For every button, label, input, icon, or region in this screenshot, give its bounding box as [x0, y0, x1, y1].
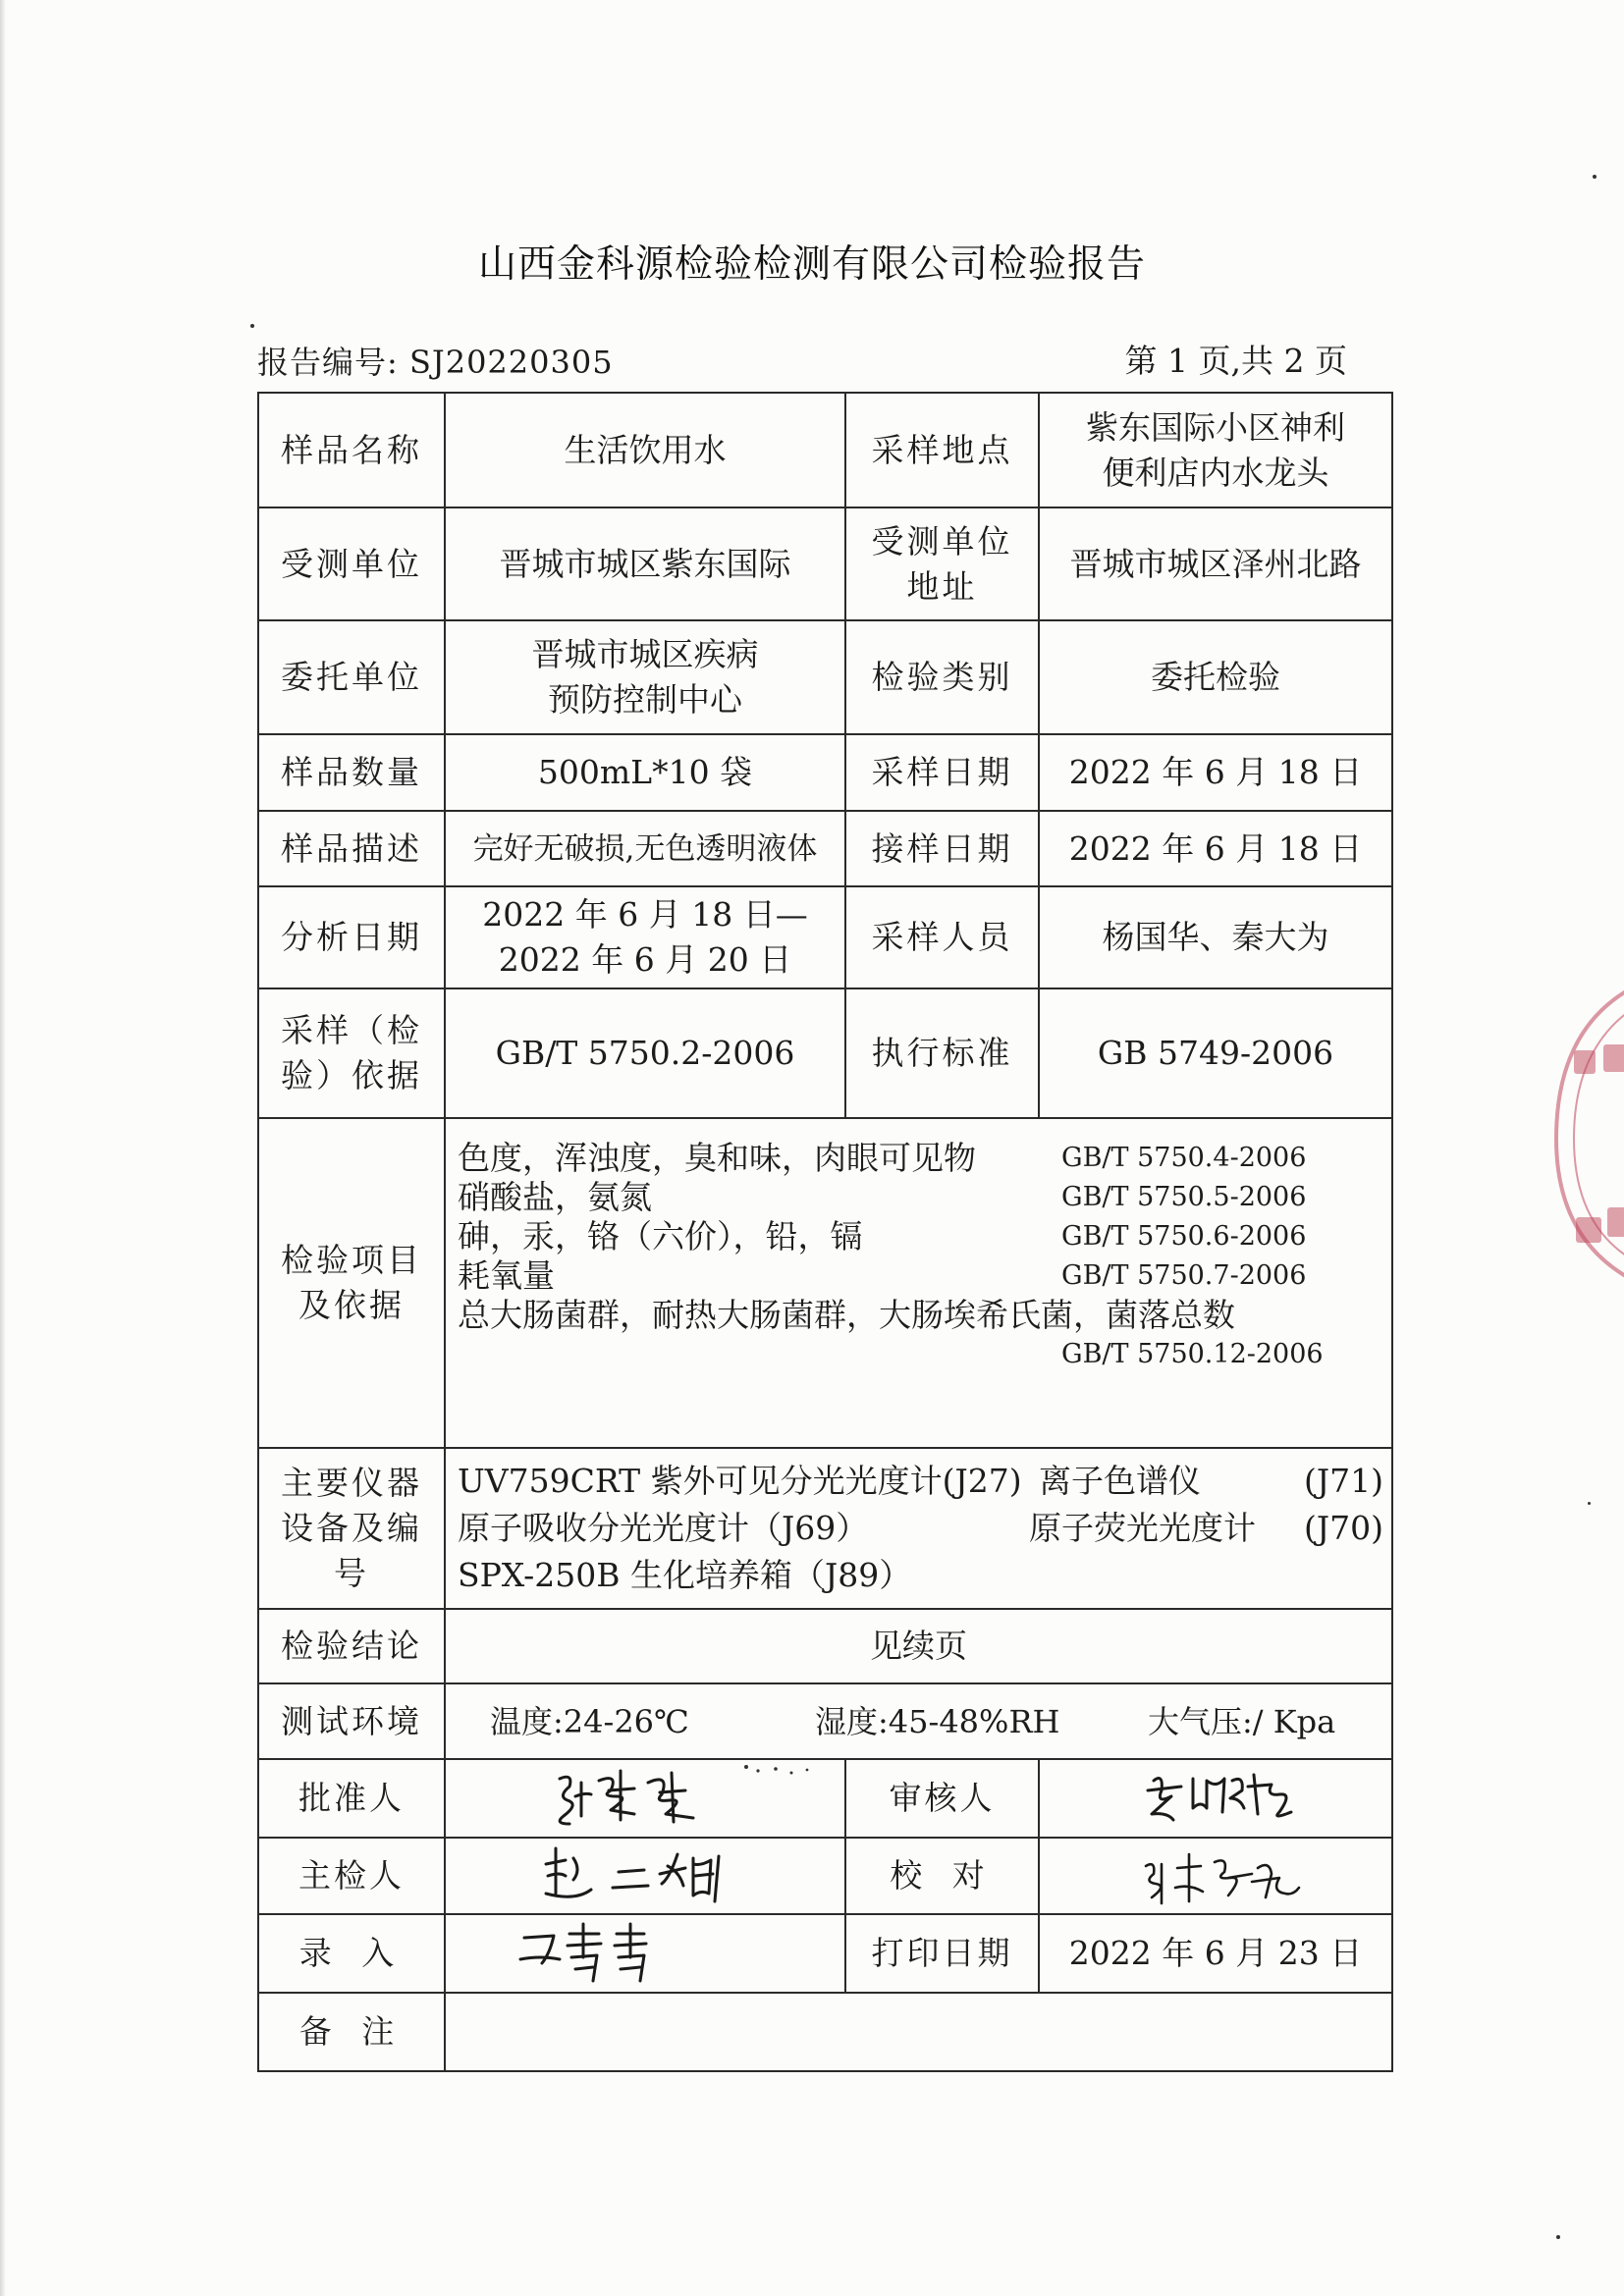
label-print-date: 打印日期 — [845, 1914, 1039, 1993]
test-item — [458, 1335, 1380, 1374]
test-item — [458, 1178, 1380, 1217]
label-remarks: 备 注 — [258, 1993, 445, 2071]
equipment-atomic-fluorescence-code: (J70) — [1304, 1509, 1383, 1547]
test-items-list — [445, 1118, 1392, 1448]
label-equipment — [258, 1448, 445, 1609]
entry-signature — [452, 1916, 839, 1991]
inspector-signature-scribble — [452, 1839, 844, 1913]
row-client — [258, 620, 1392, 734]
equipment-incubator: SPX-250B 生化培养箱（J89） — [458, 1556, 912, 1594]
value-remarks — [445, 1993, 1392, 2071]
label-sampling-location: 采样地点 — [845, 393, 1039, 507]
test-item — [458, 1296, 1380, 1335]
value-client-line2: 预防控制中心 — [548, 680, 742, 719]
label-basis-line2: 验）依据 — [281, 1056, 422, 1095]
environment-temperature: 温度:24-26℃ — [490, 1702, 689, 1740]
equipment-atomic-absorption: 原子吸收分光光度计（J69） — [458, 1509, 869, 1547]
label-analysis-date: 分析日期 — [258, 886, 445, 988]
test-item — [458, 1139, 1380, 1178]
test-item-name: 硝酸盐，氨氮 — [458, 1178, 652, 1216]
scan-speck — [1593, 175, 1597, 179]
reviewer-signature-cell — [1039, 1759, 1392, 1838]
report-number: 报告编号: SJ20220305 — [257, 344, 614, 381]
label-test-category: 检验类别 — [845, 620, 1039, 734]
value-analysis-date-line1: 2022 年 6 月 18 日— — [482, 895, 808, 934]
value-print-date: 2022 年 6 月 23 日 — [1039, 1914, 1392, 1993]
row-inspector — [258, 1838, 1392, 1914]
report-form-table — [257, 392, 1393, 2072]
row-test-items — [258, 1118, 1392, 1448]
row-entry — [258, 1914, 1392, 1993]
equipment-list — [445, 1448, 1392, 1609]
label-basis — [258, 988, 445, 1118]
entry-signature-cell — [445, 1914, 845, 1993]
value-standard: GB 5749-2006 — [1039, 988, 1392, 1118]
test-item-standard: GB/T 5750.5-2006 — [1061, 1182, 1307, 1212]
equipment-line-2 — [458, 1505, 1383, 1552]
row-analysis-date — [258, 886, 1392, 988]
test-item — [458, 1256, 1380, 1296]
row-sample-quantity — [258, 734, 1392, 811]
value-environment — [445, 1683, 1392, 1759]
label-inspector: 主检人 — [258, 1838, 445, 1914]
value-analysis-date — [445, 886, 845, 988]
row-remarks — [258, 1993, 1392, 2071]
inspector-signature — [452, 1839, 839, 1913]
test-item-standard: GB/T 5750.7-2006 — [1061, 1260, 1307, 1291]
value-sample-quantity: 500mL*10 袋 — [445, 734, 845, 811]
label-sample-quantity: 样品数量 — [258, 734, 445, 811]
test-item-standard: GB/T 5750.6-2006 — [1061, 1221, 1307, 1252]
label-conclusion: 检验结论 — [258, 1609, 445, 1683]
approver-signature-scribble — [452, 1761, 844, 1836]
row-sample-description — [258, 811, 1392, 886]
scan-speck — [1556, 2235, 1560, 2239]
label-test-items — [258, 1118, 445, 1448]
label-equipment-line1: 主要仪器 — [281, 1464, 422, 1502]
label-approver: 批准人 — [258, 1759, 445, 1838]
test-item-name: 砷，汞，铬（六价），铅，镉 — [458, 1217, 863, 1255]
value-client — [445, 620, 845, 734]
value-basis: GB/T 5750.2-2006 — [445, 988, 845, 1118]
test-item-name: 色度，浑浊度，臭和味，肉眼可见物 — [458, 1139, 976, 1177]
value-analysis-date-line2: 2022 年 6 月 20 日 — [498, 940, 792, 979]
value-conclusion: 见续页 — [445, 1609, 1392, 1683]
test-item-name: 耗氧量 — [458, 1256, 555, 1295]
label-test-items-line1: 检验项目 — [281, 1241, 422, 1279]
value-client-line1: 晋城市城区疾病 — [531, 635, 759, 673]
test-item — [458, 1217, 1380, 1256]
label-tested-unit-address — [845, 507, 1039, 620]
equipment-ion-chromatograph-code: (J71) — [1304, 1462, 1383, 1500]
report-title: 山西金科源检验检测有限公司检验报告 — [477, 242, 1146, 287]
entry-signature-scribble — [452, 1916, 844, 1991]
label-samplers: 采样人员 — [845, 886, 1039, 988]
value-tested-unit-address: 晋城市城区泽州北路 — [1039, 507, 1392, 620]
reviewer-signature — [1046, 1761, 1385, 1836]
row-sample-name — [258, 393, 1392, 507]
label-basis-line1: 采样（检 — [281, 1011, 422, 1049]
reviewer-signature-scribble — [1046, 1761, 1389, 1836]
scan-edge-shadow — [0, 0, 6, 2296]
label-tested-unit-address-line1: 受测单位 — [871, 521, 1013, 561]
row-environment — [258, 1683, 1392, 1759]
environment-humidity: 湿度:45-48%RH — [815, 1702, 1060, 1740]
label-tested-unit-address-line2: 地址 — [906, 566, 978, 606]
test-item-standard: GB/T 5750.4-2006 — [1061, 1143, 1307, 1173]
row-tested-unit — [258, 507, 1392, 620]
value-tested-unit: 晋城市城区紫东国际 — [445, 507, 845, 620]
label-tested-unit: 受测单位 — [258, 507, 445, 620]
checker-signature-cell — [1039, 1838, 1392, 1914]
value-receipt-date: 2022 年 6 月 18 日 — [1039, 811, 1392, 886]
label-equipment-line3: 号 — [334, 1554, 369, 1592]
equipment-atomic-fluorescence: 原子荧光光度计 — [1029, 1509, 1256, 1547]
label-receipt-date: 接样日期 — [845, 811, 1039, 886]
value-sample-name: 生活饮用水 — [445, 393, 845, 507]
equipment-line-3 — [458, 1552, 1380, 1599]
company-seal-fragment — [1517, 972, 1624, 1296]
approver-signature — [452, 1761, 839, 1836]
label-checker: 校 对 — [845, 1838, 1039, 1914]
value-samplers: 杨国华、秦大为 — [1039, 886, 1392, 988]
value-sample-description: 完好无破损,无色透明液体 — [445, 811, 845, 886]
label-client: 委托单位 — [258, 620, 445, 734]
equipment-line-1 — [458, 1458, 1383, 1505]
value-sampling-location-line1: 紫东国际小区神利 — [1086, 407, 1345, 447]
value-sampling-location-line2: 便利店内水龙头 — [1102, 453, 1329, 492]
label-sample-name: 样品名称 — [258, 393, 445, 507]
row-conclusion — [258, 1609, 1392, 1683]
label-sampling-date: 采样日期 — [845, 734, 1039, 811]
environment-pressure: 大气压:/ Kpa — [1148, 1702, 1336, 1740]
label-sample-description: 样品描述 — [258, 811, 445, 886]
equipment-uv-spectrophotometer: UV759CRT 紫外可见分光光度计(J27) — [458, 1462, 1022, 1500]
checker-signature-scribble — [1046, 1839, 1389, 1913]
value-test-category: 委托检验 — [1039, 620, 1392, 734]
label-reviewer: 审核人 — [845, 1759, 1039, 1838]
label-test-items-line2: 及依据 — [298, 1286, 405, 1324]
inspector-signature-cell — [445, 1838, 845, 1914]
equipment-ion-chromatograph: 离子色谱仪 — [1039, 1462, 1201, 1500]
label-environment: 测试环境 — [258, 1683, 445, 1759]
value-sampling-date: 2022 年 6 月 18 日 — [1039, 734, 1392, 811]
scan-speck — [1588, 1502, 1591, 1505]
label-entry: 录 入 — [258, 1914, 445, 1993]
checker-signature — [1046, 1839, 1385, 1913]
label-standard: 执行标准 — [845, 988, 1039, 1118]
label-equipment-line2: 设备及编 — [281, 1509, 422, 1547]
test-item-name: 总大肠菌群，耐热大肠菌群，大肠埃希氏菌，菌落总数 — [458, 1296, 1235, 1334]
test-item-standard: GB/T 5750.12-2006 — [1061, 1339, 1324, 1369]
value-sampling-location — [1039, 393, 1392, 507]
environment-values — [446, 1686, 1391, 1757]
row-equipment — [258, 1448, 1392, 1609]
row-approver — [258, 1759, 1392, 1838]
page-indicator: 第 1 页,共 2 页 — [1124, 342, 1347, 380]
row-basis — [258, 988, 1392, 1118]
approver-signature-cell — [445, 1759, 845, 1838]
